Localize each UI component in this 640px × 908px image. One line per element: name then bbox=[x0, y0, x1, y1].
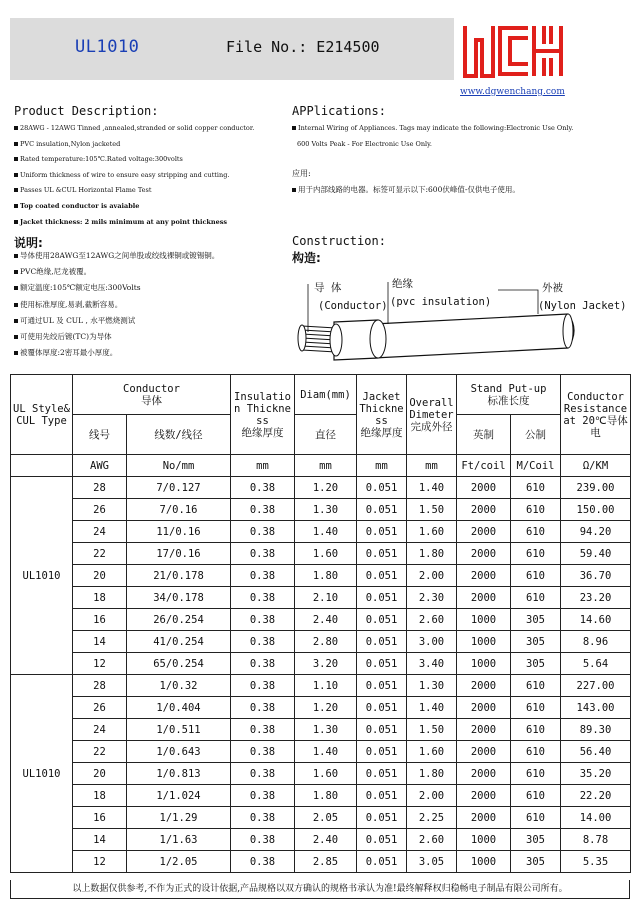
product-description-item: Top coated conductor is avaiable bbox=[14, 202, 139, 210]
table-cell: 26/0.254 bbox=[127, 609, 231, 631]
table-cell: 0.38 bbox=[231, 675, 295, 697]
header-diam: Diam(mm) bbox=[295, 375, 357, 415]
header-ft: 英制 bbox=[457, 415, 511, 455]
table-cell: 0.38 bbox=[231, 785, 295, 807]
table-cell: 12 bbox=[73, 653, 127, 675]
bullet-icon bbox=[14, 335, 18, 339]
unit-cell: mm bbox=[357, 455, 407, 477]
table-cell: 1000 bbox=[457, 851, 511, 873]
units-blank-cell bbox=[11, 455, 73, 477]
table-row bbox=[11, 851, 631, 873]
header-jacket: Jacket Thickness 绝缘厚度 bbox=[357, 375, 407, 455]
table-cell: 89.30 bbox=[561, 719, 631, 741]
product-description-item: Rated temperature:105℃.Rated voltage:300volts bbox=[14, 155, 183, 163]
table-cell: 610 bbox=[511, 675, 561, 697]
table-cell: 610 bbox=[511, 499, 561, 521]
style-cell: UL1010 bbox=[11, 477, 73, 675]
table-cell: 1000 bbox=[457, 653, 511, 675]
table-cell: 2.85 bbox=[295, 851, 357, 873]
table-cell: 0.38 bbox=[231, 521, 295, 543]
applications-cn-title: 应用: bbox=[292, 169, 311, 178]
table-cell: 20 bbox=[73, 763, 127, 785]
table-cell: 610 bbox=[511, 521, 561, 543]
table-cell: 2000 bbox=[457, 741, 511, 763]
table-cell: 2000 bbox=[457, 719, 511, 741]
header-m: 公制 bbox=[511, 415, 561, 455]
table-cell: 0.051 bbox=[357, 587, 407, 609]
table-row bbox=[11, 521, 631, 543]
table-cell: 610 bbox=[511, 719, 561, 741]
bullet-icon bbox=[14, 173, 18, 177]
table-cell: 94.20 bbox=[561, 521, 631, 543]
bullet-icon bbox=[14, 303, 18, 307]
table-cell: 0.051 bbox=[357, 477, 407, 499]
table-cell: 28 bbox=[73, 675, 127, 697]
table-cell: 2000 bbox=[457, 697, 511, 719]
table-cell: 1.50 bbox=[407, 719, 457, 741]
table-cell: 34/0.178 bbox=[127, 587, 231, 609]
table-row bbox=[11, 543, 631, 565]
table-cell: 2.60 bbox=[407, 829, 457, 851]
cable-drawing bbox=[288, 262, 578, 372]
table-row bbox=[11, 829, 631, 851]
bullet-icon bbox=[14, 157, 18, 161]
table-cell: 1.40 bbox=[407, 697, 457, 719]
product-description-item: Uniform thickness of wire to ensure easy stripping and cutting. bbox=[14, 171, 229, 179]
table-cell: 2.80 bbox=[295, 631, 357, 653]
table-cell: 0.38 bbox=[231, 543, 295, 565]
table-row bbox=[11, 741, 631, 763]
table-cell: 0.38 bbox=[231, 851, 295, 873]
table-cell: 1.40 bbox=[295, 521, 357, 543]
table-cell: 610 bbox=[511, 807, 561, 829]
table-cell: 1/0.32 bbox=[127, 675, 231, 697]
product-description-title: Product Description: bbox=[14, 104, 159, 118]
applications-cn-line: 用于内部线路的电器。标签可显示以下:600伏峰值-仅供电子使用。 bbox=[292, 186, 520, 194]
unit-cell: mm bbox=[407, 455, 457, 477]
table-cell: 1.20 bbox=[295, 477, 357, 499]
table-cell: 1.60 bbox=[295, 763, 357, 785]
table-cell: 20 bbox=[73, 565, 127, 587]
specification-table bbox=[10, 374, 631, 873]
table-cell: 0.38 bbox=[231, 499, 295, 521]
table-cell: 0.051 bbox=[357, 829, 407, 851]
table-cell: 8.96 bbox=[561, 631, 631, 653]
table-cell: 36.70 bbox=[561, 565, 631, 587]
table-row bbox=[11, 631, 631, 653]
table-cell: 2.30 bbox=[407, 587, 457, 609]
table-cell: 1/0.404 bbox=[127, 697, 231, 719]
table-cell: 2000 bbox=[457, 499, 511, 521]
header-overall: Overall Dimeter 完成外径 bbox=[407, 375, 457, 455]
table-cell: 227.00 bbox=[561, 675, 631, 697]
table-cell: 22 bbox=[73, 741, 127, 763]
table-cell: 16 bbox=[73, 807, 127, 829]
table-cell: 2.00 bbox=[407, 565, 457, 587]
table-cell: 2000 bbox=[457, 675, 511, 697]
table-cell: 3.40 bbox=[407, 653, 457, 675]
unit-cell: No/mm bbox=[127, 455, 231, 477]
table-cell: 1/1.024 bbox=[127, 785, 231, 807]
table-cell: 7/0.16 bbox=[127, 499, 231, 521]
table-cell: 5.35 bbox=[561, 851, 631, 873]
table-cell: 0.38 bbox=[231, 741, 295, 763]
table-cell: 0.051 bbox=[357, 763, 407, 785]
table-cell: 14.00 bbox=[561, 807, 631, 829]
table-cell: 1.30 bbox=[295, 499, 357, 521]
product-description-item: Jacket thickness: 2 mils minimum at any point thickness bbox=[14, 218, 227, 226]
unit-cell: mm bbox=[295, 455, 357, 477]
table-row bbox=[11, 477, 631, 499]
table-cell: 1/0.511 bbox=[127, 719, 231, 741]
table-cell: 610 bbox=[511, 697, 561, 719]
table-cell: 2000 bbox=[457, 785, 511, 807]
table-cell: 18 bbox=[73, 785, 127, 807]
conductor-en-label: (Conductor) bbox=[318, 300, 388, 312]
table-cell: 56.40 bbox=[561, 741, 631, 763]
insulation-cn-label: 绝缘 bbox=[392, 278, 413, 290]
table-cell: 2.05 bbox=[295, 807, 357, 829]
table-cell: 0.051 bbox=[357, 675, 407, 697]
unit-cell: M/Coil bbox=[511, 455, 561, 477]
table-row bbox=[11, 719, 631, 741]
applications-line-2: 600 Volts Peak - For Electronic Use Only. bbox=[297, 140, 432, 148]
table-cell: 2.40 bbox=[295, 829, 357, 851]
table-cell: 0.38 bbox=[231, 609, 295, 631]
table-cell: 0.051 bbox=[357, 697, 407, 719]
header-insulation: Insulation Thickness 绝缘厚度 bbox=[231, 375, 295, 455]
table-cell: 2000 bbox=[457, 807, 511, 829]
table-cell: 143.00 bbox=[561, 697, 631, 719]
table-cell: 1.50 bbox=[407, 499, 457, 521]
insulation-en-label: (pvc insulation) bbox=[390, 296, 492, 308]
bullet-icon bbox=[14, 142, 18, 146]
table-row bbox=[11, 565, 631, 587]
header-conductor: Conductor 导体 bbox=[73, 375, 231, 415]
table-cell: 150.00 bbox=[561, 499, 631, 521]
header-diam-cn: 直径 bbox=[295, 415, 357, 455]
product-description-item: 28AWG - 12AWG Tinned ,annealed,stranded or solid copper conductor. bbox=[14, 124, 254, 132]
table-cell: 0.051 bbox=[357, 719, 407, 741]
table-cell: 3.00 bbox=[407, 631, 457, 653]
table-cell: 239.00 bbox=[561, 477, 631, 499]
shuoming-title: 说明: bbox=[14, 236, 43, 250]
construction-cn-title: 构造: bbox=[292, 251, 321, 265]
table-cell: 14.60 bbox=[561, 609, 631, 631]
table-cell: 610 bbox=[511, 565, 561, 587]
table-cell: 17/0.16 bbox=[127, 543, 231, 565]
shuoming-item: 被覆体厚度:2密耳最小厚度。 bbox=[14, 349, 117, 357]
table-cell: 2.00 bbox=[407, 785, 457, 807]
header-strand: 线数/线径 bbox=[127, 415, 231, 455]
header-resistance: Conductor Resistance at 20℃导体电 bbox=[561, 375, 631, 455]
table-cell: 0.38 bbox=[231, 565, 295, 587]
table-cell: 0.051 bbox=[357, 807, 407, 829]
bullet-icon bbox=[14, 188, 18, 192]
table-cell: 0.051 bbox=[357, 653, 407, 675]
table-cell: 22.20 bbox=[561, 785, 631, 807]
table-cell: 0.38 bbox=[231, 763, 295, 785]
bullet-icon bbox=[14, 126, 18, 130]
table-row bbox=[11, 807, 631, 829]
shuoming-item: 使用标准厚度,易剥,截断容易。 bbox=[14, 301, 122, 309]
table-row bbox=[11, 499, 631, 521]
table-cell: 2000 bbox=[457, 763, 511, 785]
table-cell: 0.051 bbox=[357, 741, 407, 763]
table-row bbox=[11, 763, 631, 785]
style-cell: UL1010 bbox=[11, 675, 73, 873]
jacket-en-label: (Nylon Jacket) bbox=[538, 300, 627, 312]
table-cell: 0.38 bbox=[231, 653, 295, 675]
table-cell: 2000 bbox=[457, 477, 511, 499]
table-cell: 2000 bbox=[457, 587, 511, 609]
table-cell: 2.25 bbox=[407, 807, 457, 829]
cable-construction-diagram bbox=[288, 262, 627, 372]
shuoming-item: 可使用先绞后镀(TC)为导体 bbox=[14, 333, 112, 341]
table-row bbox=[11, 675, 631, 697]
table-cell: 1.80 bbox=[407, 763, 457, 785]
shuoming-item: PVC绝缘,尼龙被覆。 bbox=[14, 268, 91, 276]
product-description-item: PVC insulation,Nylon jacketed bbox=[14, 140, 120, 148]
table-cell: 305 bbox=[511, 609, 561, 631]
table-cell: 1/2.05 bbox=[127, 851, 231, 873]
table-cell: 26 bbox=[73, 697, 127, 719]
table-cell: 2000 bbox=[457, 543, 511, 565]
table-cell: 3.05 bbox=[407, 851, 457, 873]
table-cell: 1.60 bbox=[407, 521, 457, 543]
table-cell: 0.38 bbox=[231, 697, 295, 719]
table-cell: 1/0.813 bbox=[127, 763, 231, 785]
table-cell: 305 bbox=[511, 829, 561, 851]
table-cell: 0.051 bbox=[357, 785, 407, 807]
table-cell: 1.80 bbox=[295, 785, 357, 807]
table-cell: 2.40 bbox=[295, 609, 357, 631]
bullet-icon bbox=[14, 351, 18, 355]
table-cell: 21/0.178 bbox=[127, 565, 231, 587]
table-cell: 26 bbox=[73, 499, 127, 521]
jacket-cn-label: 外被 bbox=[542, 282, 563, 294]
table-cell: 41/0.254 bbox=[127, 631, 231, 653]
file-number: File No.: E214500 bbox=[226, 38, 380, 56]
table-cell: 610 bbox=[511, 785, 561, 807]
table-cell: 610 bbox=[511, 763, 561, 785]
shuoming-item: 可通过UL 及 CUL , 水平燃烧测试 bbox=[14, 317, 135, 325]
unit-cell: AWG bbox=[73, 455, 127, 477]
table-cell: 0.38 bbox=[231, 477, 295, 499]
table-cell: 0.38 bbox=[231, 719, 295, 741]
table-cell: 24 bbox=[73, 521, 127, 543]
table-cell: 8.78 bbox=[561, 829, 631, 851]
header-standput: Stand Put-up 标准长度 bbox=[457, 375, 561, 415]
units-row bbox=[11, 455, 631, 477]
header-gauge: 线号 bbox=[73, 415, 127, 455]
table-cell: 305 bbox=[511, 653, 561, 675]
table-cell: 0.051 bbox=[357, 521, 407, 543]
table-cell: 2.60 bbox=[407, 609, 457, 631]
bullet-icon bbox=[14, 270, 18, 274]
table-cell: 1.60 bbox=[407, 741, 457, 763]
shuoming-item: 导体使用28AWG至12AWG之间单股或绞线裸铜或镀锡铜。 bbox=[14, 252, 219, 260]
table-cell: 14 bbox=[73, 631, 127, 653]
table-cell: 3.20 bbox=[295, 653, 357, 675]
table-cell: 0.051 bbox=[357, 543, 407, 565]
table-cell: 1000 bbox=[457, 609, 511, 631]
table-cell: 59.40 bbox=[561, 543, 631, 565]
table-cell: 1.60 bbox=[295, 543, 357, 565]
table-row bbox=[11, 609, 631, 631]
table-cell: 1/1.63 bbox=[127, 829, 231, 851]
table-cell: 1/0.643 bbox=[127, 741, 231, 763]
table-cell: 28 bbox=[73, 477, 127, 499]
bullet-icon bbox=[14, 286, 18, 290]
table-cell: 1000 bbox=[457, 829, 511, 851]
construction-title: Construction: bbox=[292, 234, 386, 248]
bullet-icon bbox=[14, 319, 18, 323]
table-row bbox=[11, 697, 631, 719]
model-title: UL1010 bbox=[75, 37, 140, 57]
table-cell: 305 bbox=[511, 851, 561, 873]
table-row bbox=[11, 587, 631, 609]
table-cell: 1.30 bbox=[407, 675, 457, 697]
header-ul-style: UL Style& CUL Type bbox=[11, 375, 73, 455]
shuoming-item: 额定温度:105℃额定电压:300Volts bbox=[14, 284, 141, 292]
table-cell: 1.40 bbox=[407, 477, 457, 499]
bullet-icon bbox=[14, 204, 18, 208]
table-cell: 23.20 bbox=[561, 587, 631, 609]
table-cell: 610 bbox=[511, 741, 561, 763]
table-row bbox=[11, 785, 631, 807]
table-cell: 1.30 bbox=[295, 719, 357, 741]
table-cell: 22 bbox=[73, 543, 127, 565]
table-cell: 2000 bbox=[457, 521, 511, 543]
table-cell: 0.051 bbox=[357, 851, 407, 873]
applications-title: APPlications: bbox=[292, 104, 386, 118]
table-cell: 1.40 bbox=[295, 741, 357, 763]
product-description-item: Passes UL &CUL Horizontal Flame Test bbox=[14, 186, 151, 194]
table-cell: 1000 bbox=[457, 631, 511, 653]
table-cell: 65/0.254 bbox=[127, 653, 231, 675]
bullet-icon bbox=[292, 188, 296, 192]
table-cell: 2000 bbox=[457, 565, 511, 587]
bullet-icon bbox=[292, 126, 296, 130]
table-cell: 0.38 bbox=[231, 829, 295, 851]
table-cell: 1/1.29 bbox=[127, 807, 231, 829]
table-cell: 610 bbox=[511, 543, 561, 565]
table-cell: 0.051 bbox=[357, 565, 407, 587]
table-cell: 305 bbox=[511, 631, 561, 653]
table-cell: 2.10 bbox=[295, 587, 357, 609]
table-cell: 0.051 bbox=[357, 609, 407, 631]
footnote: 以上数据仅供参考,不作为正式的设计依据,产品规格以双方确认的规格书承认为准!最终解释权归稳畅电子制品有限公司所有。 bbox=[10, 880, 630, 899]
company-logo bbox=[462, 22, 564, 80]
table-cell: 16 bbox=[73, 609, 127, 631]
table-cell: 35.20 bbox=[561, 763, 631, 785]
bullet-icon bbox=[14, 254, 18, 258]
table-cell: 0.38 bbox=[231, 807, 295, 829]
table-cell: 1.80 bbox=[295, 565, 357, 587]
website-link[interactable]: www.dgwenchang.com bbox=[460, 87, 565, 97]
table-cell: 0.38 bbox=[231, 631, 295, 653]
table-row bbox=[11, 653, 631, 675]
table-cell: 7/0.127 bbox=[127, 477, 231, 499]
table-cell: 1.20 bbox=[295, 697, 357, 719]
table-cell: 18 bbox=[73, 587, 127, 609]
table-cell: 11/0.16 bbox=[127, 521, 231, 543]
table-cell: 0.051 bbox=[357, 499, 407, 521]
table-cell: 1.10 bbox=[295, 675, 357, 697]
table-cell: 610 bbox=[511, 587, 561, 609]
conductor-cn-label: 导 体 bbox=[314, 282, 342, 294]
table-cell: 14 bbox=[73, 829, 127, 851]
bullet-icon bbox=[14, 220, 18, 224]
table-cell: 0.051 bbox=[357, 631, 407, 653]
unit-cell: mm bbox=[231, 455, 295, 477]
header-bar bbox=[10, 18, 454, 80]
table-cell: 24 bbox=[73, 719, 127, 741]
table-cell: 1.80 bbox=[407, 543, 457, 565]
table-cell: 5.64 bbox=[561, 653, 631, 675]
table-cell: 12 bbox=[73, 851, 127, 873]
table-cell: 0.38 bbox=[231, 587, 295, 609]
applications-line-1: Internal Wiring of Appliances. Tags may indicate the following:Electronic Use Only. bbox=[292, 124, 573, 132]
unit-cell: Ft/coil bbox=[457, 455, 511, 477]
unit-cell: Ω/KM bbox=[561, 455, 631, 477]
table-cell: 610 bbox=[511, 477, 561, 499]
